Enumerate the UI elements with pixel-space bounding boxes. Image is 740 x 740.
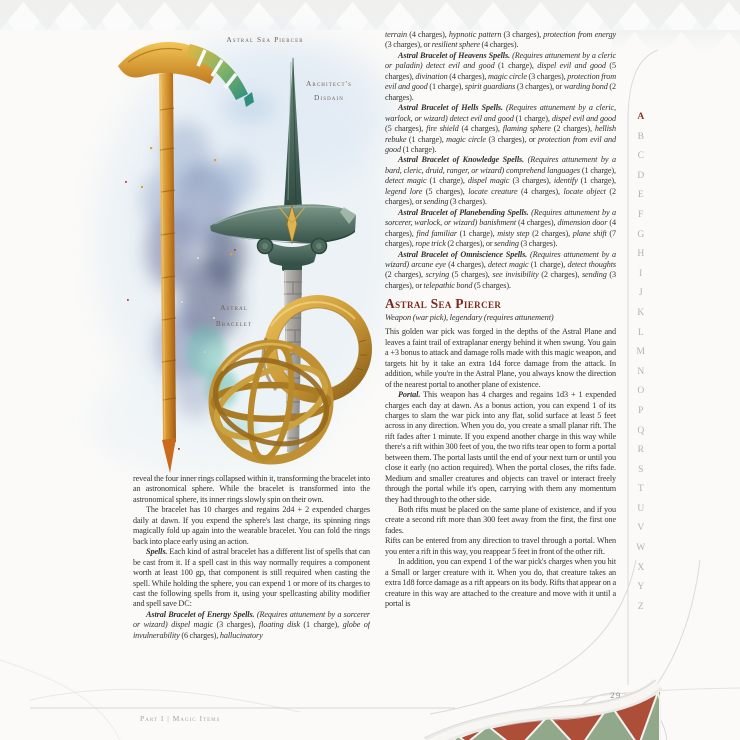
index-letter-q[interactable]: Q bbox=[637, 425, 645, 436]
item-heading-astral-sea-piercer: Astral Sea Piercer bbox=[385, 296, 502, 312]
caption-architects-disdain-line1: Architect's bbox=[306, 79, 352, 88]
paragraph: Astral Bracelet of Energy Spells. (Requires attunement by a sorcerer or wizard) dispel magic (3 charges), floating disk (1 charge), globe of invulnerability (6 charges), hallucinatory bbox=[133, 609, 370, 640]
caption-astral-bracelet-line2: Bracelet bbox=[215, 318, 253, 328]
index-letter-z[interactable]: Z bbox=[637, 601, 645, 612]
index-letter-r[interactable]: R bbox=[637, 445, 645, 456]
paragraph: Astral Bracelet of Hells Spells. (Requires attunement by a cleric, warlock, or wizard) detect evil and good (1 charge), dispel evil and good (5 charges), fire shield (4 charges), flaming sphere (2 charges), hellish rebuke (1 charge), magic circle (3 charges), or protection from evil and good (1 charge). bbox=[385, 103, 616, 154]
caption-architects-disdain-line2: Disdain bbox=[314, 92, 344, 102]
right-column-top-paragraphs bbox=[385, 30, 616, 291]
index-letter-u[interactable]: U bbox=[637, 503, 645, 514]
index-letter-i[interactable]: I bbox=[639, 268, 643, 279]
index-letter-s[interactable]: S bbox=[638, 464, 644, 475]
index-letter-y[interactable]: Y bbox=[637, 582, 645, 593]
index-letter-n[interactable]: N bbox=[637, 366, 645, 377]
index-letter-j[interactable]: J bbox=[638, 288, 644, 299]
paragraph: terrain (4 charges), hypnotic pattern (3 charges), protection from energy (3 charges), or resilient sphere (4 charges). bbox=[385, 30, 616, 50]
caption-astral-bracelet bbox=[202, 300, 266, 331]
item-subtitle: Weapon (war pick), legendary (requires attunement) bbox=[385, 313, 554, 323]
index-letter-c[interactable]: C bbox=[637, 151, 645, 162]
index-letter-h[interactable]: H bbox=[637, 249, 645, 260]
index-letter-l[interactable]: L bbox=[637, 327, 645, 338]
alphabet-index-tab bbox=[630, 108, 652, 617]
caption-astral-sea-piercer: Astral Sea Piercer bbox=[226, 35, 304, 44]
index-letter-x[interactable]: X bbox=[637, 562, 645, 573]
paragraph: Astral Bracelet of Heavens Spells. (Requires attunement by a cleric or paladin) detect evil and good (1 charge), dispel evil and good (5 charges), divination (4 charges), magic circle (3 charges), protection from evil and good (1 charge), spirit guardians (3 charges), or warding bond (2 charges). bbox=[385, 50, 616, 102]
index-letter-f[interactable]: F bbox=[638, 209, 644, 220]
caption-architects-disdain bbox=[296, 77, 362, 104]
index-letter-m[interactable]: M bbox=[636, 347, 646, 358]
paragraph: In addition, you can expend 1 of the war pick's charges when you hit a Small or larger creature with it. When you do, that creature takes an extra 1d8 force damage as a rift appears on its body. Rifts that appear on a creature in this way are attached to the creature and move with it until a portal is bbox=[385, 557, 616, 609]
paragraph: Astral Bracelet of Knowledge Spells. (Requires attunement by a bard, cleric, druid, ranger, or wizard) comprehend languages (1 charge), detect magic (1 charge), dispel magic (3 charges), identify (1 charge), legend lore (5 charges), locate creature (4 charges), locate object (2 charges), or sending (3 charges). bbox=[385, 155, 616, 207]
index-letter-d[interactable]: D bbox=[637, 170, 645, 181]
right-text-column bbox=[385, 30, 616, 712]
index-letter-w[interactable]: W bbox=[636, 543, 646, 554]
index-letter-g[interactable]: G bbox=[637, 229, 645, 240]
index-letter-t[interactable]: T bbox=[637, 484, 645, 495]
paragraph: Portal. This weapon has 4 charges and regains 1d3 + 1 expended charges each day at dawn. As a bonus action, you can expend 1 of its charges to slam the war pick into any flat, solid surface at least 5 feet across in any direction. When you do, you create a small planar rift. The rift fades after 1 minute. If you expend another charge in this way while there's a rift within 300 feet of you, the two rifts tear open to form a portal between them. The portal lasts until the end of your next turn or until you close it early (no action required). When the portal closes, the rifts fade. Medium and smaller creatures and objects can travel or interact freely through the portal while it's open, carrying with them any momentum they had through to the other side. bbox=[385, 390, 616, 504]
paragraph: Astral Bracelet of Omniscience Spells. (Requires attunement by a wizard) arcane eye (4 charges), detect magic (1 charge), detect thoughts (2 charges), scrying (5 charges), see invisibility (2 charges), sending (3 charges), or telepathic bond (5 charges). bbox=[385, 249, 616, 290]
left-text-column bbox=[133, 474, 370, 706]
index-letter-v[interactable]: V bbox=[637, 523, 645, 534]
right-column-body-paragraphs bbox=[385, 327, 616, 609]
top-border-art bbox=[0, 0, 740, 58]
paragraph: Rifts can be entered from any direction to travel through a portal. When you enter a rift in this way, you reappear 5 feet in front of the other rift. bbox=[385, 536, 616, 556]
paragraph: Astral Bracelet of Planebending Spells. (Requires attunement by a sorcerer, warlock, or wizard) banishment (4 charges), dimension door (4 charges), find familiar (1 charge), misty step (2 charges), plane shift (7 charges), rope trick (2 charges), or sending (3 charges). bbox=[385, 207, 616, 249]
footer-breadcrumb: Part I | Magic Items bbox=[140, 714, 221, 723]
paragraph: The bracelet has 10 charges and regains 2d4 + 2 expended charges daily at dawn. If you expend the sphere's last charge, its spinning rings magically fold up again into the wearable bracelet. You can fold the rings back into place early using an action. bbox=[133, 505, 370, 546]
paragraph: Spells. Each kind of astral bracelet has a different list of spells that can be cast from it. If a spell cast in this way normally requires a component worth at least 100 gp, that component is still required when casting the spell. While holding the sphere, you can expend 1 or more of its charges to cast the following spells from it, using your spellcasting ability modifier and spell save DC: bbox=[133, 547, 370, 609]
index-letter-k[interactable]: K bbox=[637, 307, 645, 318]
index-letter-a[interactable]: A bbox=[637, 112, 645, 122]
index-letter-p[interactable]: P bbox=[638, 405, 644, 416]
paragraph: Both rifts must be placed on the same plane of existence, and if you create a second rift more than 300 feet away from the first, the first one fades. bbox=[385, 505, 616, 535]
index-letter-b[interactable]: B bbox=[637, 131, 645, 142]
index-letter-o[interactable]: O bbox=[637, 386, 645, 397]
paragraph: This golden war pick was forged in the depths of the Astral Plane and leaves a faint trail of extraplanar energy behind it when swung. You gain a +3 bonus to attack and damage rolls made with this magic weapon, and targets hit by it take an extra 1d4 force damage from the attack. In addition, while you're in the Astral Plane, you always know the direction of the nearest portal to another plane of existence. bbox=[385, 327, 616, 389]
page-number: 29 bbox=[610, 690, 622, 700]
caption-astral-bracelet-line1: Astral bbox=[220, 303, 248, 312]
index-letter-e[interactable]: E bbox=[637, 190, 645, 201]
paragraph: reveal the four inner rings collapsed within it, transforming the bracelet into an astronomical sphere. While the bracelet is transformed into the astronomical sphere, its inner rings slowly spin on their own. bbox=[133, 474, 370, 504]
